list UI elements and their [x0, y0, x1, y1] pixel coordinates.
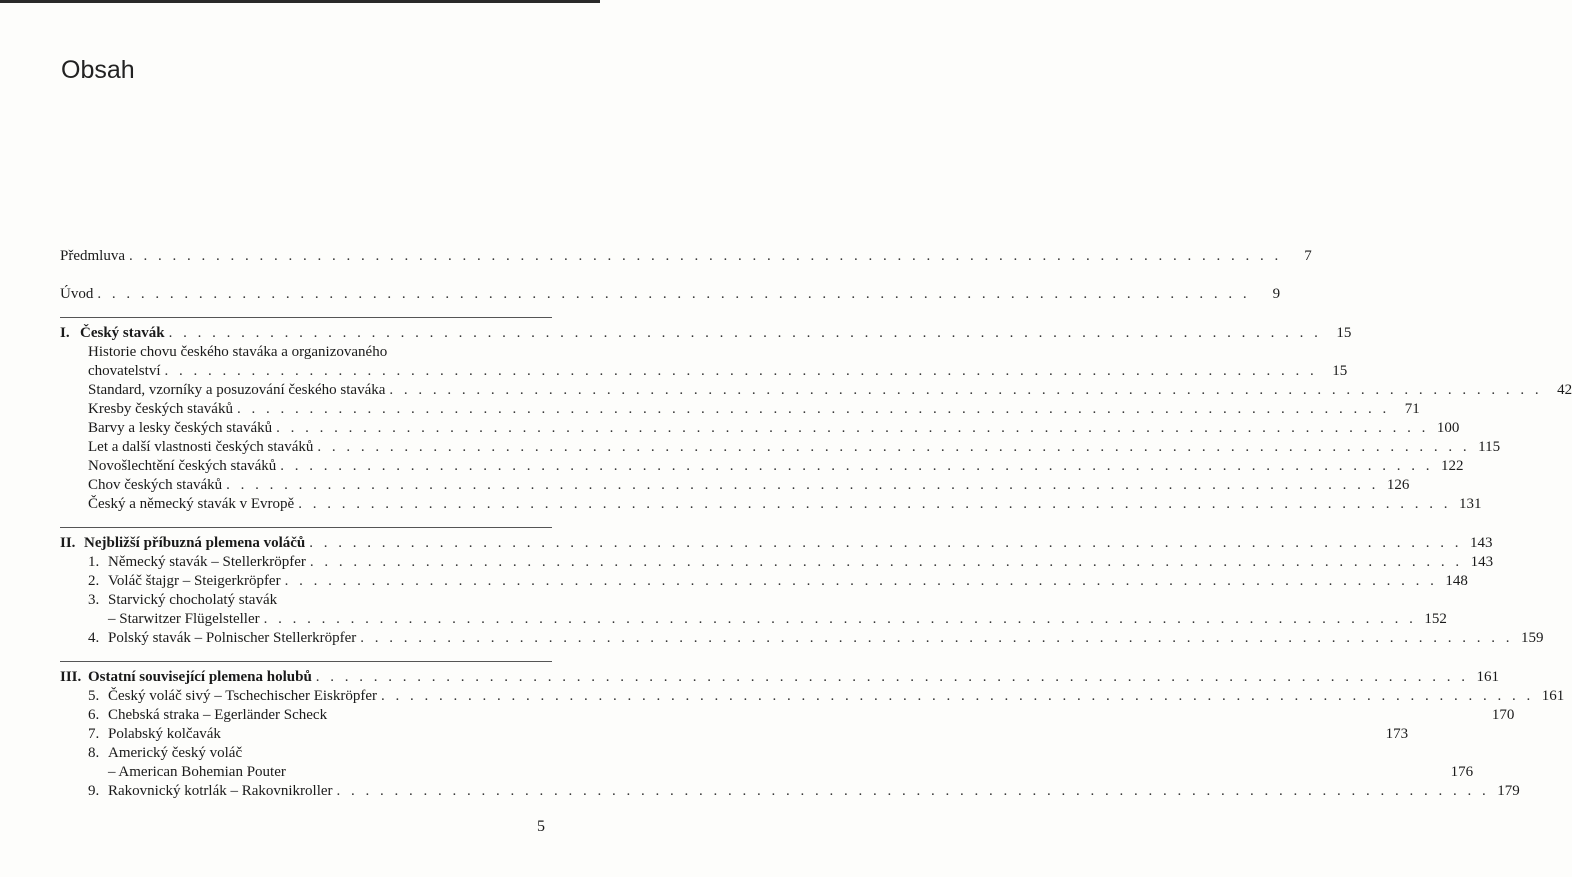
entry-page-number: 100	[1436, 420, 1460, 436]
entry-number: 9.	[88, 783, 100, 799]
entry-page-number: 15	[1336, 325, 1352, 341]
entry-title: Rakovnický kotrlák – Rakovnikroller	[108, 783, 333, 799]
leader-dots: . . . . . . . . . . . . . . . . . . . . . . . . . . . . . . . . . . . . . . . . . . . . . . . . . . . . . . . . . . . . . . . . . . . . . . . . . . . . . . . .	[315, 669, 1469, 685]
entry-page-number: 115	[1478, 439, 1501, 455]
leader-dots: . . . . . . . . . . . . . . . . . . . . . . . . . . . . . . . . . . . . . . . . . . . . . . . . . . . . . . . . . . . . . . . . . . . . . . . . . . . . . . . .	[317, 439, 1471, 455]
section-roman-numeral: I.	[60, 325, 70, 341]
section-divider	[60, 661, 552, 662]
toc-entry[interactable]	[88, 779, 1520, 801]
section-divider	[60, 317, 552, 318]
toc-entry-label	[60, 285, 97, 304]
entry-page-number: 126	[1386, 477, 1410, 493]
entry-page-number: 143	[1470, 535, 1493, 551]
page-number: 5	[537, 818, 545, 835]
entry-number: 7.	[88, 726, 100, 742]
entry-title: Barvy a lesky českých staváků	[88, 420, 273, 436]
entry-title: Úvod	[60, 286, 94, 302]
entry-title: Český a německý stavák v Evropě	[88, 496, 295, 512]
entry-number: 8.	[88, 745, 100, 761]
leader-dots: . . . . . . . . . . . . . . . . . . . . . . . . . . . . . . . . . . . . . . . . . . . . . . . . . . . . . . . . . . . . . . . . . . . . . . . . . . . . . . . .	[164, 363, 1318, 379]
entry-title: Český stavák	[80, 325, 165, 341]
entry-title: Polský stavák – Polnischer Stellerkröpfer	[108, 630, 357, 646]
entry-title: Standard, vzorníky a posuzování českého staváka	[88, 382, 386, 398]
entry-title: Chov českých staváků	[88, 477, 223, 493]
entry-title: Nejbližší příbuzná plemena voláčů	[84, 535, 306, 551]
entry-title: Voláč štajgr – Steigerkröpfer	[108, 573, 281, 589]
entry-number: 2.	[88, 573, 100, 589]
leader-dots: . . . . . . . . . . . . . . . . . . . . . . . . . . . . . . . . . . . . . . . . . . . . . . . . . . . . . . . . . . . . . . . . . . . . . . . . . . . . . . . .	[226, 477, 1379, 493]
leader-dots: . . . . . . . . . . . . . . . . . . . . . . . . . . . . . . . . . . . . . . . . . . . . . . . . . . . . . . . . . . . . . . . . . . . . . . . . . . . . . . . .	[236, 401, 1390, 417]
entry-number: 1.	[88, 554, 100, 570]
entry-title: Polabský kolčavák	[108, 726, 221, 742]
entry-page-number: 176	[1450, 764, 1474, 780]
entry-title: chovatelství	[88, 363, 161, 379]
entry-title: Historie chovu českého staváka a organizovaného	[88, 344, 388, 360]
leader-dots: . . . . . . . . . . . . . . . . . . . . . . . . . . . . . . . . . . . . . . . . . . . . . . . . . . . . . . . . . . . . . . . . . . . . . . . . . . . . . . . .	[336, 783, 1490, 799]
entry-page-number: 161	[1541, 688, 1565, 704]
entry-page-number: 152	[1424, 611, 1447, 627]
leader-dots: . . . . . . . . . . . . . . . . . . . . . . . . . . . . . . . . . . . . . . . . . . . . . . . . . . . . . . . . . . . . . . . . . . . . . . . . . . . . . . . .	[381, 688, 1534, 704]
toc-entry-label	[88, 495, 298, 514]
entry-number: 3.	[88, 592, 100, 608]
entry-number: 4.	[88, 630, 100, 646]
entry-title: Chebská straka – Egerländer Scheck	[108, 707, 328, 723]
entry-page-number: 15	[1332, 363, 1348, 379]
section-roman-numeral: III.	[60, 669, 82, 685]
leader-dots: . . . . . . . . . . . . . . . . . . . . . . . . . . . . . . . . . . . . . . . . . . . . . . . . . . . . . . . . . . . . . . . . . . . . . . . . . . . . . . . .	[298, 496, 1451, 512]
leader-dots: . . . . . . . . . . . . . . . . . . . . . . . . . . . . . . . . . . . . . . . . . . . . . . . . . . . . . . . . . . . . . . . . . . . . . . . . . . . . . . . .	[263, 611, 1417, 627]
leader-dots: . . . . . . . . . . . . . . . . . . . . . . . . . . . . . . . . . . . . . . . . . . . . . . . . . . . . . . . . . . . . . . . . . . . . . . . . . . . . . . . .	[309, 554, 1463, 570]
entry-page-number: 71	[1404, 401, 1420, 417]
entry-page-number: 173	[1385, 726, 1409, 742]
entry-title: Novošlechtění českých staváků	[88, 458, 277, 474]
toc-entry-label	[88, 782, 337, 801]
entry-page-number: 42	[1557, 382, 1572, 398]
entry-title: Předmluva	[60, 248, 125, 264]
toc-entry[interactable]	[60, 282, 1281, 304]
entry-title: Německý stavák – Stellerkröpfer	[108, 554, 306, 570]
leader-dots: . . . . . . . . . . . . . . . . . . . . . . . . . . . . . . . . . . . . . . . . . . . . . . . . . . . . . . . . . . . . . . . . . . . . . . . . . . . . . . . .	[389, 382, 1543, 398]
entry-title: – American Bohemian Pouter	[108, 764, 286, 780]
leader-dots: . . . . . . . . . . . . . . . . . . . . . . . . . . . . . . . . . . . . . . . . . . . . . . . . . . . . . . . . . . . . . . . . . . . . . . . . . . . . . . . .	[284, 573, 1438, 589]
leader-dots: . . . . . . . . . . . . . . . . . . . . . . . . . . . . . . . . . . . . . . . . . . . . . . . . . . . . . . . . . . . . . . . . . . . . . . . . . . . . . . . .	[360, 630, 1514, 646]
entry-page-number: 143	[1470, 554, 1494, 570]
entry-title: Český voláč sivý – Tschechischer Eiskröpfer	[108, 688, 378, 704]
entry-number: 5.	[88, 688, 100, 704]
entry-page-number: 179	[1497, 783, 1520, 799]
leader-dots: . . . . . . . . . . . . . . . . . . . . . . . . . . . . . . . . . . . . . . . . . . . . . . . . . . . . . . . . . . . . . . . . . . . . . . . . . . . . . . . .	[276, 420, 1429, 436]
leader-dots: . . . . . . . . . . . . . . . . . . . . . . . . . . . . . . . . . . . . . . . . . . . . . . . . . . . . . . . . . . . . . . . . . . . . . . . . . . . . . . . .	[280, 458, 1434, 474]
entry-page-number: 170	[1491, 707, 1515, 723]
toc-entry-label	[60, 247, 129, 266]
leader-dots: . . . . . . . . . . . . . . . . . . . . . . . . . . . . . . . . . . . . . . . . . . . . . . . . . . . . . . . . . . . . . . . . . . . . . . . . . . . . . . . .	[168, 325, 1322, 341]
page-title: Obsah	[61, 56, 135, 84]
entry-title: Kresby českých staváků	[88, 401, 233, 417]
entry-page-number: 9	[1272, 286, 1281, 302]
entry-page-number: 122	[1441, 458, 1464, 474]
entry-title: Americký český voláč	[108, 745, 243, 761]
section-divider	[60, 527, 552, 528]
leader-dots: . . . . . . . . . . . . . . . . . . . . . . . . . . . . . . . . . . . . . . . . . . . . . . . . . . . . . . . . . . . . . . . . . . . . . . . . . . . . . . . .	[129, 248, 1282, 264]
toc-entry-label	[88, 629, 360, 648]
entry-title: – Starwitzer Flügelsteller	[108, 611, 260, 627]
leader-dots: . . . . . . . . . . . . . . . . . . . . . . . . . . . . . . . . . . . . . . . . . . . . . . . . . . . . . . . . . . . . . . . . . . . . . . . . . . . . . . . .	[97, 286, 1251, 302]
entry-title: Starvický chocholatý stavák	[108, 592, 278, 608]
entry-title: Let a další vlastnosti českých staváků	[88, 439, 314, 455]
entry-page-number: 131	[1458, 496, 1482, 512]
entry-page-number: 161	[1476, 669, 1500, 685]
toc-entry[interactable]	[88, 492, 1482, 514]
entry-page-number: 7	[1304, 248, 1312, 264]
toc-entry[interactable]	[60, 244, 1312, 266]
section-roman-numeral: II.	[60, 535, 76, 551]
toc-entry[interactable]	[88, 626, 1544, 648]
entry-number: 6.	[88, 707, 100, 723]
entry-page-number: 148	[1445, 573, 1468, 589]
entry-title: Ostatní související plemena holubů	[88, 669, 312, 685]
entry-page-number: 159	[1521, 630, 1544, 646]
leader-dots: . . . . . . . . . . . . . . . . . . . . . . . . . . . . . . . . . . . . . . . . . . . . . . . . . . . . . . . . . . . . . . . . . . . . . . . . . . . . . . . .	[309, 535, 1463, 551]
